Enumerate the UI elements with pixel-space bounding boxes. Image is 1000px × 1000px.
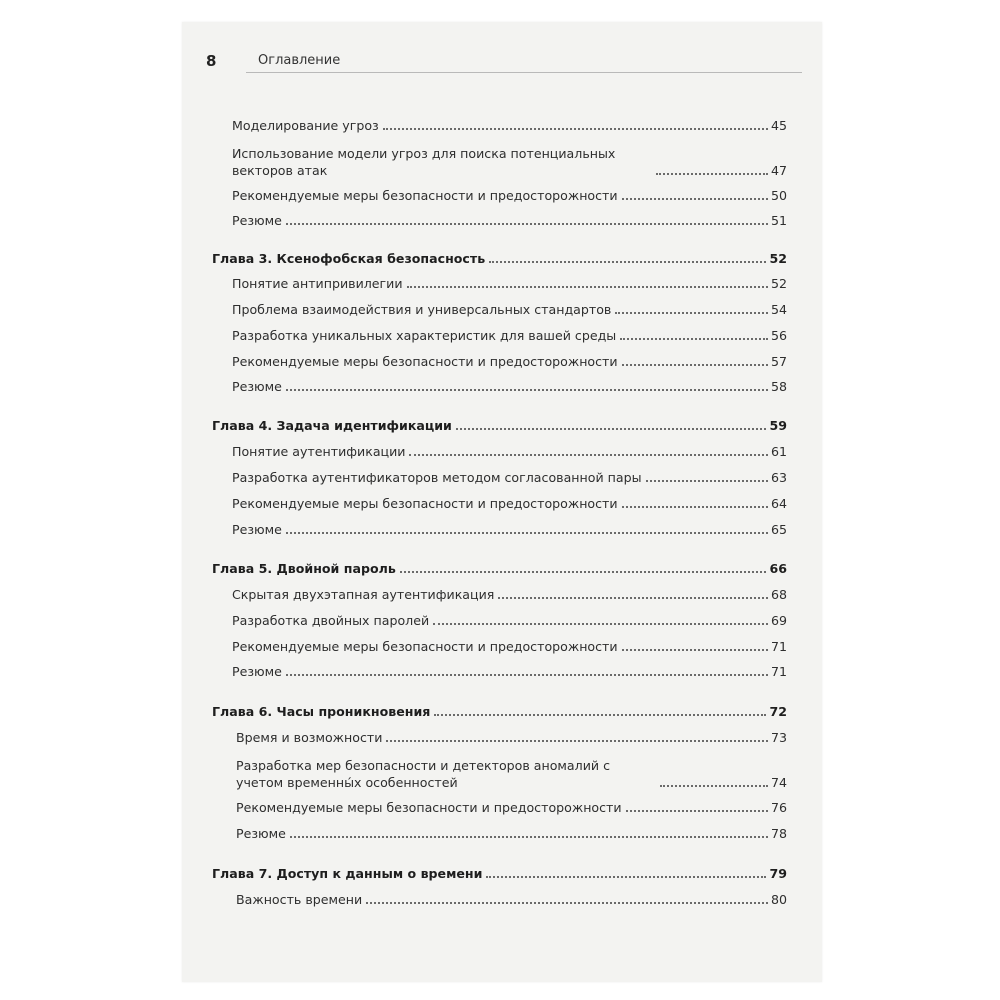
toc-entry[interactable] — [232, 354, 787, 370]
dot-leader — [622, 648, 768, 651]
dot-leader — [286, 388, 768, 391]
dot-leader — [407, 285, 768, 288]
dot-leader — [486, 875, 766, 878]
toc-entry-page: 57 — [770, 354, 787, 369]
dot-leader — [386, 739, 768, 742]
dot-leader — [366, 901, 768, 904]
dot-leader — [286, 531, 768, 534]
toc-entry[interactable] — [232, 188, 787, 204]
toc-entry[interactable] — [232, 118, 787, 134]
toc-entry[interactable] — [232, 276, 787, 292]
toc-entry[interactable] — [232, 587, 787, 603]
toc-entry[interactable] — [232, 522, 787, 538]
toc-entry[interactable] — [236, 730, 787, 746]
header-rule — [246, 72, 802, 73]
dot-leader — [615, 311, 768, 314]
toc-entry-title: Скрытая двухэтапная аутентификация — [232, 587, 495, 602]
toc-chapter-title: Глава 3. Ксенофобская безопасность — [212, 251, 486, 266]
toc-entry[interactable] — [232, 328, 787, 344]
toc-entry-page: 69 — [770, 613, 787, 628]
toc-entry-title: Рекомендуемые меры безопасности и предосторожности — [232, 496, 618, 511]
toc-entry-title: Рекомендуемые меры безопасности и предосторожности — [232, 188, 618, 203]
toc-entry-page: 45 — [770, 118, 787, 133]
toc-entry-title: Разработка двойных паролей — [232, 613, 430, 628]
toc-entry-title: Рекомендуемые меры безопасности и предосторожности — [236, 800, 622, 815]
toc-chapter-title: Глава 4. Задача идентификации — [212, 418, 452, 433]
toc-entry[interactable] — [236, 757, 787, 791]
toc-entry-title: Проблема взаимодействия и универсальных стандартов — [232, 302, 612, 317]
toc-entry[interactable] — [232, 444, 787, 460]
toc-chapter[interactable] — [212, 866, 787, 882]
toc-chapter-page: 59 — [769, 418, 787, 433]
toc-chapter[interactable] — [212, 418, 787, 434]
dot-leader — [622, 363, 768, 366]
toc-entry-page: 64 — [770, 496, 787, 511]
toc-entry-page: 61 — [770, 444, 787, 459]
toc-entry[interactable] — [232, 664, 787, 680]
header-title: Оглавление — [258, 53, 341, 68]
toc-entry-title: Разработка уникальных характеристик для вашей среды — [232, 328, 617, 343]
toc-entry[interactable] — [236, 892, 787, 908]
dot-leader — [286, 673, 768, 676]
toc-entry[interactable] — [232, 613, 787, 629]
toc-entry-page: 47 — [770, 163, 787, 178]
toc-entry[interactable] — [232, 470, 787, 486]
dot-leader — [400, 570, 767, 573]
toc-entry-page: 71 — [770, 639, 787, 654]
toc-entry-title: Понятие антипривилегии — [232, 276, 403, 291]
toc-entry[interactable] — [232, 639, 787, 655]
toc-entry-page: 58 — [770, 379, 787, 394]
toc-chapter-page: 72 — [769, 704, 787, 719]
dot-leader — [646, 479, 768, 482]
toc-chapter[interactable] — [212, 561, 787, 577]
toc-entry-title: Резюме — [232, 522, 282, 537]
dot-leader — [383, 127, 768, 130]
toc-entry-title: Резюме — [232, 213, 282, 228]
toc-entry-title: Время и возможности — [236, 730, 383, 745]
toc-entry-title: Разработка мер безопасности и детекторов аномалий с учетом временны́х особенностей — [236, 758, 610, 790]
toc-entry-title: Моделирование угроз — [232, 118, 379, 133]
toc-entry[interactable] — [232, 145, 787, 179]
toc-entry-title: Резюме — [236, 826, 286, 841]
toc-entry-title: Рекомендуемые меры безопасности и предосторожности — [232, 639, 618, 654]
toc-entry-title: Использование модели угроз для поиска потенциальных векторов атак — [232, 146, 616, 178]
dot-leader — [409, 453, 767, 456]
toc-entry[interactable] — [232, 302, 787, 318]
dot-leader — [620, 337, 768, 340]
dot-leader — [456, 427, 767, 430]
toc-entry[interactable] — [232, 379, 787, 395]
toc-entry-title: Разработка аутентификаторов методом согласованной пары — [232, 470, 642, 485]
dot-leader — [433, 622, 768, 625]
toc-entry-title: Резюме — [232, 664, 282, 679]
toc-entry-title: Понятие аутентификации — [232, 444, 406, 459]
toc-entry-page: 65 — [770, 522, 787, 537]
toc-entry-page: 74 — [770, 775, 787, 790]
toc-entry-page: 76 — [770, 800, 787, 815]
dot-leader — [434, 713, 766, 716]
toc-entry-page: 52 — [770, 276, 787, 291]
header-page-number: 8 — [206, 52, 217, 70]
toc-entry-title: Важность времени — [236, 892, 363, 907]
toc-entry-page: 78 — [770, 826, 787, 841]
toc-entry-page: 50 — [770, 188, 787, 203]
toc-entry[interactable] — [232, 496, 787, 512]
toc-chapter-page: 79 — [769, 866, 787, 881]
dot-leader — [626, 809, 768, 812]
toc-entry-title: Резюме — [232, 379, 282, 394]
toc-chapter[interactable] — [212, 251, 787, 267]
toc-entry-page: 51 — [770, 213, 787, 228]
toc-entry[interactable] — [236, 826, 787, 842]
dot-leader — [660, 784, 768, 787]
dot-leader — [290, 835, 768, 838]
toc-entry-page: 63 — [770, 470, 787, 485]
dot-leader — [622, 197, 768, 200]
toc-chapter-title: Глава 5. Двойной пароль — [212, 561, 396, 576]
toc-chapter-title: Глава 6. Часы проникновения — [212, 704, 431, 719]
toc-chapter-page: 66 — [769, 561, 787, 576]
toc-entry-title: Рекомендуемые меры безопасности и предосторожности — [232, 354, 618, 369]
toc-entry-page: 71 — [770, 664, 787, 679]
toc-entry[interactable] — [236, 800, 787, 816]
dot-leader — [622, 505, 768, 508]
toc-chapter[interactable] — [212, 704, 787, 720]
toc-chapter-title: Глава 7. Доступ к данным о времени — [212, 866, 483, 881]
toc-entry[interactable] — [232, 213, 787, 229]
dot-leader — [656, 172, 768, 175]
toc-entry-page: 54 — [770, 302, 787, 317]
dot-leader — [498, 596, 768, 599]
toc-entry-page: 73 — [770, 730, 787, 745]
running-header — [206, 52, 796, 74]
toc-entry-page: 56 — [770, 328, 787, 343]
toc-entry-page: 68 — [770, 587, 787, 602]
dot-leader — [489, 260, 766, 263]
dot-leader — [286, 222, 768, 225]
toc-chapter-page: 52 — [769, 251, 787, 266]
toc-entry-page: 80 — [770, 892, 787, 907]
